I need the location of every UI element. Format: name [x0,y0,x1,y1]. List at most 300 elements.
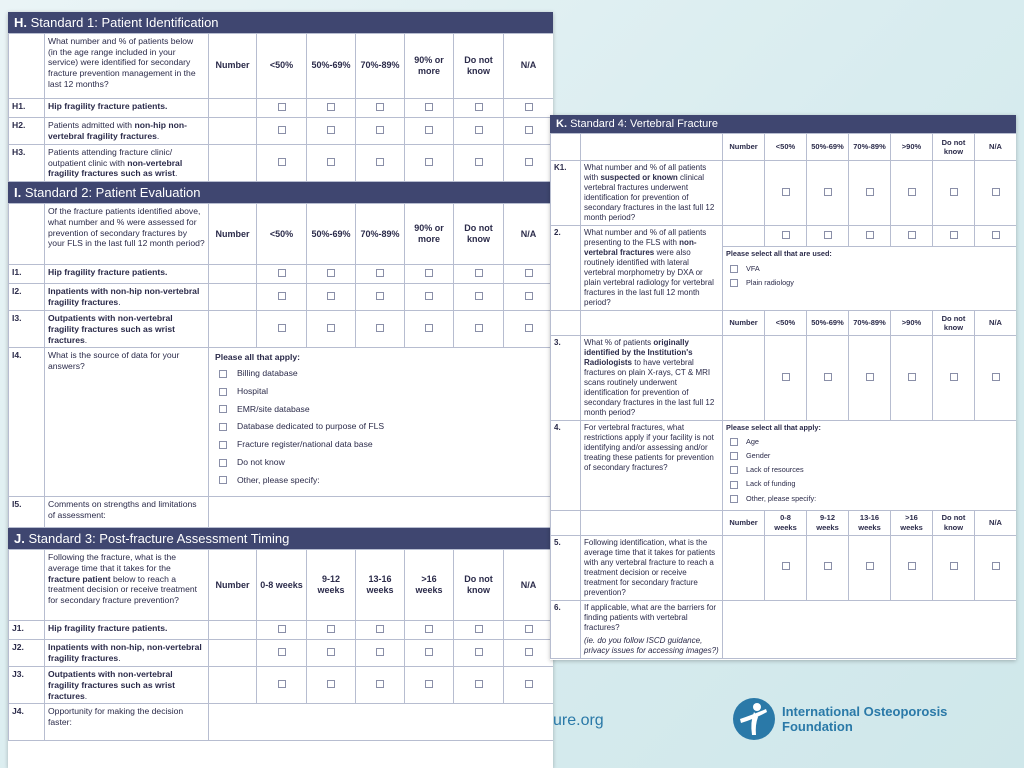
table-row [551,226,1017,247]
option-cell [891,161,933,226]
option-cell [356,265,405,284]
table-row [9,265,554,284]
checkbox-icon[interactable] [950,562,958,570]
table-row [9,640,554,667]
column-header-label: N/A [989,142,1002,152]
column-header-label: >16 weeks [415,574,443,596]
column-header [209,204,257,265]
column-header [257,204,307,265]
column-header [723,510,765,535]
checkbox-icon[interactable] [730,265,738,273]
checkbox-icon[interactable] [475,103,483,111]
option-cell [504,284,554,311]
iof-logo-icon [732,697,776,741]
table-row [9,118,554,145]
option-item[interactable] [730,494,1013,503]
row-label [45,497,209,528]
option-cell [933,161,975,226]
checkbox-icon[interactable] [782,231,790,239]
checkbox-icon[interactable] [730,481,738,489]
checkbox-icon[interactable] [525,648,533,656]
checkbox-icon[interactable] [425,648,433,656]
option-cell [257,118,307,145]
option-cell [504,621,554,640]
option-cell [356,667,405,704]
row-id [551,600,581,658]
checkbox-icon[interactable] [327,158,335,166]
checkbox-icon[interactable] [908,562,916,570]
number-input[interactable] [209,145,257,182]
question-text: . [84,334,88,345]
option-cell [454,621,504,640]
section-table [8,33,553,182]
column-header-label: N/A [520,60,537,71]
checkbox-icon[interactable] [278,269,286,277]
section-table [8,549,553,741]
option-item[interactable] [219,404,547,415]
checkbox-icon[interactable] [475,680,483,688]
column-header-label: <50% [269,228,294,239]
option-label: Age [746,437,759,447]
checkbox-icon[interactable] [219,405,227,413]
column-header-label: N/A [989,517,1002,527]
column-header [307,204,356,265]
checkbox-icon[interactable] [278,158,286,166]
question-text: What % of patients [584,338,654,347]
checkbox-icon[interactable] [425,680,433,688]
question-text: were also routinely identified with lateral vertebral morphometry by DXA or plain vertebral radiology for vertebral fractures in the last full 12 month period? [584,248,714,307]
column-header [891,134,933,161]
column-header [356,550,405,621]
question-bold-text: suspected or known [600,173,678,182]
checkbox-icon[interactable] [425,324,433,332]
option-item[interactable] [219,386,547,397]
comments-input[interactable] [209,497,554,528]
row-id [9,284,45,311]
option-item[interactable] [730,479,1013,488]
checkbox-icon[interactable] [425,625,433,633]
row-label [45,621,209,640]
checkbox-icon[interactable] [278,648,286,656]
question-text: below to reach a treatment decision or receive treatment for secondary fracture prevention? [48,573,198,606]
checkbox-icon[interactable] [866,231,874,239]
section-header [8,12,553,33]
checkbox-icon[interactable] [278,680,286,688]
checkbox-icon[interactable] [425,292,433,300]
checkbox-icon[interactable] [782,562,790,570]
checkbox-icon[interactable] [730,438,738,446]
checkbox-icon[interactable] [782,373,790,381]
question-text: to have vertebral fractures on plain X-rays, CT & MRI scans routinely underwent identification for prevention of secondary fractures in the last full 12 month period? [584,358,715,417]
column-header-label: >90% [901,318,922,328]
row-id-text: I3. [12,313,22,324]
checkbox-icon[interactable] [908,188,916,196]
question-bold-text: fracture patient [48,573,111,584]
checkbox-icon[interactable] [425,103,433,111]
table-row [551,336,1017,421]
column-header-label: 50%-69% [311,60,351,71]
table-header-row [9,204,554,265]
option-item[interactable] [730,465,1013,474]
question-text: . [118,296,121,307]
section-header [550,115,1016,133]
option-cell [356,311,405,348]
checkbox-icon[interactable] [525,324,533,332]
option-cell [257,621,307,640]
option-item[interactable] [730,264,1013,273]
column-header [807,510,849,535]
question-cell [45,34,209,99]
checkbox-icon[interactable] [278,625,286,633]
option-cell [356,640,405,667]
option-cell [405,311,454,348]
table-row [9,348,554,497]
number-input[interactable] [209,640,257,667]
column-header [209,550,257,621]
checkbox-icon[interactable] [376,625,384,633]
option-cell [405,145,454,182]
barriers-input[interactable] [723,600,1017,658]
checkbox-icon[interactable] [992,373,1000,381]
checkbox-icon[interactable] [376,269,384,277]
option-label: Do not know [237,456,285,467]
row-label [45,118,209,145]
column-header-label: <50% [269,60,294,71]
number-input[interactable] [209,284,257,311]
row-id [9,497,45,528]
table-row [551,421,1017,511]
number-input[interactable] [209,621,257,640]
option-cell [504,145,554,182]
column-header-label: <50% [775,142,796,152]
row-label [581,421,723,511]
number-input[interactable] [209,667,257,704]
row-id-text: J1. [12,623,24,634]
checkbox-icon[interactable] [992,562,1000,570]
question-text: If applicable, what are the barriers for finding patients with vertebral fractures? [584,602,717,632]
checkbox-icon[interactable] [992,188,1000,196]
column-header [975,134,1017,161]
checkbox-icon[interactable] [730,452,738,460]
checkbox-icon[interactable] [950,188,958,196]
checkbox-icon[interactable] [376,292,384,300]
row-id-text: 5. [554,537,561,547]
checkbox-icon[interactable] [730,495,738,503]
number-input[interactable] [209,118,257,145]
checkbox-icon[interactable] [525,269,533,277]
option-item[interactable] [219,457,547,468]
checkbox-icon[interactable] [525,158,533,166]
row-id-text: 2. [554,228,561,237]
option-cell [356,621,405,640]
table-row [9,311,554,348]
form-page-left [8,12,553,768]
checkbox-icon[interactable] [866,562,874,570]
option-cell [454,667,504,704]
checkbox-icon[interactable] [824,231,832,239]
column-header [807,311,849,336]
option-cell [454,265,504,284]
row-id-text: 4. [554,423,561,432]
checkbox-icon[interactable] [992,231,1000,239]
checkbox-icon[interactable] [475,126,483,134]
checkbox-icon[interactable] [908,373,916,381]
option-cell [307,311,356,348]
row-id [551,535,581,600]
section-title: Standard 2: Patient Evaluation [24,185,201,201]
number-input[interactable] [209,265,257,284]
options-title: Please select all that are used: [726,249,832,259]
question-text: For vertebral fractures, what restrictions apply if your facility is not identifying and/or assessing and/or treating these patients for prevention of secondary fractures? [584,423,714,472]
table-row [551,535,1017,600]
checkbox-icon[interactable] [475,625,483,633]
checkbox-icon[interactable] [824,562,832,570]
checkbox-icon[interactable] [376,126,384,134]
option-cell [257,667,307,704]
iof-name-line2: Foundation [782,719,853,734]
option-item[interactable] [219,439,547,450]
option-cell [307,621,356,640]
row-id-text: 3. [554,338,561,347]
checkbox-icon[interactable] [866,373,874,381]
column-header-label: 90% or more [414,222,444,245]
checkbox-icon[interactable] [278,103,286,111]
checkbox-icon[interactable] [525,680,533,688]
checkbox-icon[interactable] [376,648,384,656]
column-header [933,510,975,535]
row-id-text: I5. [12,499,22,510]
row-label [581,336,723,421]
column-header [504,34,554,99]
option-cell [257,99,307,118]
checkbox-icon[interactable] [327,648,335,656]
column-header [849,134,891,161]
option-cell [307,118,356,145]
question-text: What number and % of all patients with [584,163,707,182]
option-cell [454,311,504,348]
id-cell [551,510,581,535]
checkbox-icon[interactable] [866,188,874,196]
option-cell [891,336,933,421]
option-cell [504,99,554,118]
column-header [975,510,1017,535]
column-header [405,550,454,621]
option-cell [849,226,891,247]
option-cell [307,284,356,311]
checkbox-icon[interactable] [219,476,227,484]
option-label: Billing database [237,368,298,379]
checkbox-icon[interactable] [525,103,533,111]
column-header-label: Do not know [464,222,493,245]
number-input[interactable] [723,161,765,226]
option-cell [765,161,807,226]
checkbox-icon[interactable] [219,388,227,396]
checkbox-icon[interactable] [278,126,286,134]
column-header [723,311,765,336]
row-id-text: J3. [12,669,24,680]
option-cell [807,161,849,226]
option-cell [405,99,454,118]
id-cell [9,550,45,621]
checkbox-icon[interactable] [950,231,958,239]
table-row [9,704,554,741]
checkbox-icon[interactable] [425,269,433,277]
row-id [9,667,45,704]
row-id-text: I2. [12,286,22,297]
column-header [307,550,356,621]
number-input[interactable] [723,535,765,600]
option-label: Gender [746,451,771,461]
row-id-text: 6. [554,602,561,612]
checkbox-icon[interactable] [219,459,227,467]
row-id-text: H3. [12,147,26,157]
option-label: Other, please specify: [237,474,320,485]
option-item[interactable] [730,278,1013,287]
checkbox-icon[interactable] [475,158,483,166]
option-label: Hospital [237,385,269,396]
column-header-label: >16 weeks [900,513,923,532]
checkbox-icon[interactable] [376,680,384,688]
row-id-text: H1. [12,101,26,111]
table-header-row [9,34,554,99]
decision-input[interactable] [209,704,554,741]
section-title: Standard 1: Patient Identification [30,15,219,30]
checkbox-icon[interactable] [525,625,533,633]
column-header-label: N/A [520,228,537,239]
checkbox-icon[interactable] [475,269,483,277]
column-header-label: 50%-69% [811,318,844,328]
checkbox-icon[interactable] [327,324,335,332]
checkbox-icon[interactable] [376,324,384,332]
question-text: Patients attending fracture clinic/ outpatient clinic with [48,147,173,168]
checkbox-icon[interactable] [525,292,533,300]
checkbox-icon[interactable] [327,126,335,134]
section-table [550,133,1016,659]
option-label: EMR/site database [237,403,310,414]
column-header-label: 9-12 weeks [317,574,345,596]
option-cell [975,161,1017,226]
iof-name-line1: International Osteoporosis [782,704,948,719]
checkbox-icon[interactable] [219,423,227,431]
column-header-label: >90% [901,142,922,152]
checkbox-icon[interactable] [730,466,738,474]
question-note: (ie. do you follow ISCD guidance, privacy issues for accessing images?) [584,635,719,655]
option-item[interactable] [219,421,547,432]
column-header-label: 13-16 weeks [366,574,394,596]
option-cell [891,535,933,600]
row-label [581,226,723,311]
footer-url[interactable]: ure.org [553,712,604,729]
checkbox-icon[interactable] [425,158,433,166]
checkbox-icon[interactable] [824,373,832,381]
number-input[interactable] [723,336,765,421]
option-cell [307,145,356,182]
checkbox-icon[interactable] [475,324,483,332]
question-bold-text: Hip fragility fracture patients. [48,623,168,634]
question-bold-text: Inpatients with non-hip, non-vertebral fragility fractures [48,642,202,664]
checkbox-icon[interactable] [278,292,286,300]
row-label [45,99,209,118]
row-id [9,118,45,145]
checkbox-icon[interactable] [782,188,790,196]
column-header-label: 70%-89% [853,318,886,328]
column-header [405,204,454,265]
checkbox-icon[interactable] [425,126,433,134]
option-item[interactable] [219,368,547,379]
column-header [849,311,891,336]
option-item[interactable] [730,437,1013,446]
section-header [8,528,553,549]
question-text: What number and % of patients below (in the age range included in your service) were identified for secondary fracture prevention management in the last 12 months? [48,36,196,89]
option-cell [975,226,1017,247]
row-id-text: I4. [12,350,22,361]
option-cell [257,284,307,311]
form-page-right [550,115,1016,660]
number-input[interactable] [209,99,257,118]
option-cell [257,265,307,284]
column-header [405,34,454,99]
table-row [9,284,554,311]
row-id-text: I1. [12,267,22,278]
option-item[interactable] [730,451,1013,460]
column-header-label: Number [729,517,758,527]
column-header [975,311,1017,336]
row-id [551,161,581,226]
checkbox-icon[interactable] [219,441,227,449]
checkbox-icon[interactable] [376,103,384,111]
checkbox-icon[interactable] [327,103,335,111]
column-header [356,204,405,265]
checkbox-icon[interactable] [327,269,335,277]
question-text: What number and % of all patients presenting to the FLS with [584,228,707,247]
checkbox-icon[interactable] [824,188,832,196]
column-header [849,510,891,535]
row-label [45,667,209,704]
column-header-label: Do not know [464,54,493,76]
checkbox-icon[interactable] [278,324,286,332]
checkbox-icon[interactable] [327,680,335,688]
option-cell [933,535,975,600]
column-header-label: 50%-69% [311,228,351,239]
number-input[interactable] [209,311,257,348]
option-cell [257,640,307,667]
table-row [9,667,554,704]
checkbox-icon[interactable] [376,158,384,166]
checkbox-icon[interactable] [475,292,483,300]
question-cell [581,510,723,535]
option-cell [849,161,891,226]
row-id [9,348,45,497]
row-id [551,226,581,311]
table-row [9,621,554,640]
checkbox-icon[interactable] [908,231,916,239]
option-label: Fracture register/national data base [237,439,373,450]
checkbox-icon[interactable] [950,373,958,381]
column-header [454,204,504,265]
checkbox-icon[interactable] [219,370,227,378]
checkbox-icon[interactable] [730,279,738,287]
checkbox-icon[interactable] [525,126,533,134]
row-label [45,284,209,311]
question-text: Patients admitted with [48,120,135,130]
checkbox-icon[interactable] [327,625,335,633]
column-header [307,34,356,99]
checkbox-icon[interactable] [475,648,483,656]
number-input[interactable] [723,226,765,247]
question-bold-text: originally identified by the Institution's Radiologists [584,338,693,367]
checkbox-icon[interactable] [327,292,335,300]
option-item[interactable] [219,475,547,486]
